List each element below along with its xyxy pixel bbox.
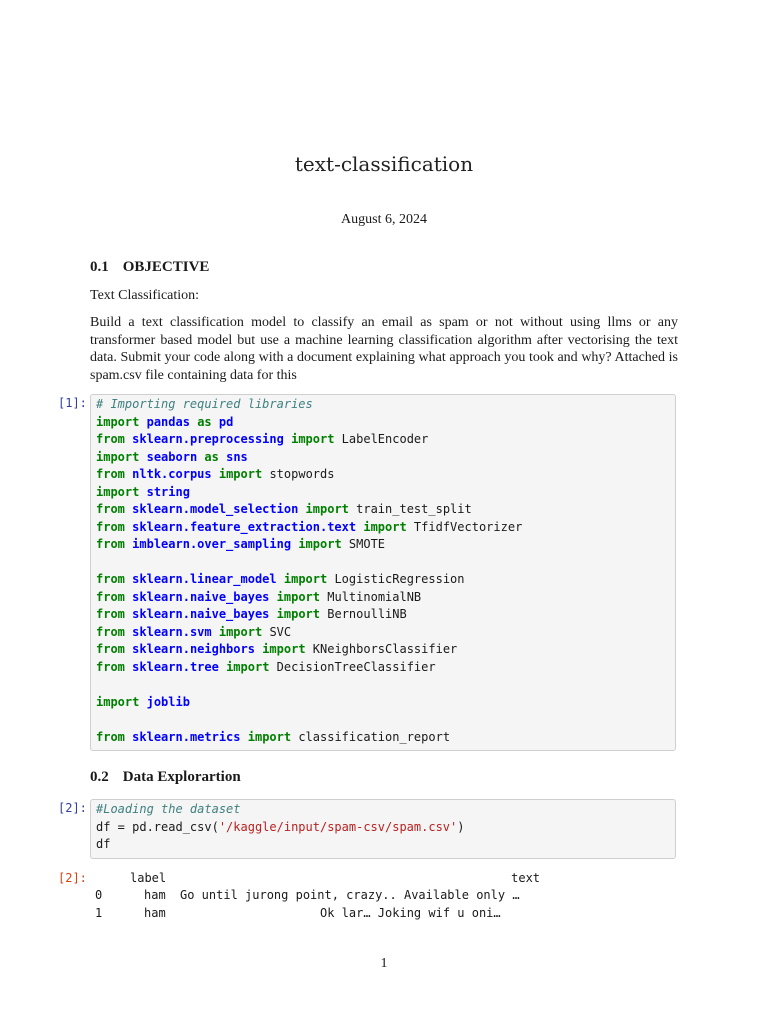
code-token: from xyxy=(96,519,125,534)
code-token: import xyxy=(96,484,140,499)
code-line xyxy=(96,624,675,642)
code-token xyxy=(139,450,146,464)
code-token: import xyxy=(96,694,140,709)
code-line xyxy=(96,801,675,819)
table-row xyxy=(95,905,501,923)
code-token: sklearn.metrics xyxy=(132,729,241,744)
code-line xyxy=(96,711,675,729)
code-token: pd xyxy=(218,414,234,429)
code-line xyxy=(96,396,675,414)
section-heading-data-exploration xyxy=(90,769,241,786)
code-token: import xyxy=(291,432,335,446)
code-token: train_test_split xyxy=(348,502,472,516)
code-token: from xyxy=(96,432,125,446)
code-token: import xyxy=(96,414,140,429)
code-line xyxy=(96,729,675,747)
code-token: LabelEncoder xyxy=(334,432,429,446)
code-token: nltk.corpus xyxy=(132,467,212,481)
code-line xyxy=(96,554,675,572)
code-token: sklearn.naive_bayes xyxy=(132,607,270,621)
code-token xyxy=(219,450,226,464)
code-line xyxy=(96,641,675,659)
code-token: string xyxy=(146,484,190,499)
code-line xyxy=(96,659,675,677)
code-token xyxy=(284,432,291,446)
code-line xyxy=(96,589,675,607)
code-token: sklearn.neighbors xyxy=(132,642,255,656)
code-token: import xyxy=(305,502,349,516)
code-token: BernoulliNB xyxy=(320,607,407,621)
code-token xyxy=(139,485,146,499)
code-token: seaborn xyxy=(146,449,198,464)
code-line xyxy=(96,536,675,554)
code-token: import xyxy=(262,642,306,656)
code-line xyxy=(96,836,675,854)
code-token: #Loading the dataset xyxy=(96,802,241,816)
code-token: classification_report xyxy=(291,729,451,744)
code-token: ) xyxy=(457,819,465,834)
code-token: sklearn.model_selection xyxy=(132,502,299,516)
code-token: sklearn.tree xyxy=(132,659,219,674)
code-token xyxy=(212,415,219,429)
code-token: # Importing required libraries xyxy=(96,397,313,411)
code-token xyxy=(219,660,226,674)
code-token xyxy=(298,502,305,516)
code-token: from xyxy=(96,659,125,674)
row-label: ham xyxy=(144,888,166,902)
code-token: stopwords xyxy=(262,467,335,481)
code-token: TfidfVectorizer xyxy=(406,519,523,534)
code-token: import xyxy=(276,607,321,621)
code-line xyxy=(96,694,675,712)
code-token: sklearn.preprocessing xyxy=(132,432,284,446)
code-token xyxy=(269,607,276,621)
code-line xyxy=(96,466,675,484)
code-token: from xyxy=(96,467,125,481)
section-heading-objective xyxy=(90,259,209,276)
code-token: sns xyxy=(226,449,248,464)
code-cell-1[interactable] xyxy=(90,394,676,751)
code-token: LogisticRegression xyxy=(327,572,465,586)
code-token: df xyxy=(96,837,111,851)
code-token: as xyxy=(204,449,219,464)
code-token: from xyxy=(96,729,125,744)
code-token: import xyxy=(247,729,292,744)
table-row xyxy=(95,887,520,905)
code-token: imblearn.over_sampling xyxy=(132,537,292,551)
code-cell-2[interactable] xyxy=(90,799,676,859)
code-token: DecisionTreeClassifier xyxy=(269,659,436,674)
code-token: sklearn.svm xyxy=(132,624,212,639)
code-token xyxy=(139,695,146,709)
code-token: from xyxy=(96,572,125,586)
code-token: from xyxy=(96,537,125,551)
code-line xyxy=(96,676,675,694)
code-token: sklearn.linear_model xyxy=(132,572,277,586)
page-title: text-classification xyxy=(294,152,474,176)
code-line xyxy=(96,606,675,624)
code-token: from xyxy=(96,642,125,656)
page-date: August 6, 2024 xyxy=(341,212,427,227)
objective-intro: Text Classification: xyxy=(90,288,200,303)
code-token: import xyxy=(276,589,321,604)
code-token: from xyxy=(96,624,125,639)
section-title: OBJECTIVE xyxy=(122,259,210,275)
code-token: from xyxy=(96,502,125,516)
code-token: SMOTE xyxy=(341,537,386,551)
code-token: MultinomialNB xyxy=(320,589,422,604)
code-token: as xyxy=(197,414,212,429)
code-token: SVC xyxy=(262,624,292,639)
code-token: import xyxy=(218,624,263,639)
code-token: KNeighborsClassifier xyxy=(305,642,458,656)
row-index: 1 xyxy=(95,906,103,920)
code-token: from xyxy=(96,589,125,604)
code-token xyxy=(212,467,219,481)
code-token: import xyxy=(226,659,270,674)
code-token xyxy=(139,415,146,429)
code-line xyxy=(96,519,675,537)
page-number: 1 xyxy=(380,956,388,971)
section-number: 0.1 xyxy=(90,259,109,275)
row-text: Go until jurong point, crazy.. Available only … xyxy=(180,888,520,902)
code-line xyxy=(96,501,675,519)
code-line xyxy=(96,571,675,589)
code-token: import xyxy=(283,572,328,586)
code-token xyxy=(277,572,284,586)
row-index: 0 xyxy=(95,888,103,902)
input-prompt-1: [1]: xyxy=(58,396,87,410)
code-token xyxy=(212,625,219,639)
code-token xyxy=(241,730,248,744)
code-line xyxy=(96,484,675,502)
code-token: '/kaggle/input/spam-csv/spam.csv' xyxy=(218,819,458,834)
column-header-text: text xyxy=(511,871,541,885)
column-header-label: label xyxy=(130,871,167,885)
code-line xyxy=(96,414,675,432)
code-token: df = pd.read_csv( xyxy=(96,819,219,834)
objective-body: Build a text classification model to classify an email as spam or not without using llms or any transformer based model but use a machine learning classification algorithm after vectorising the text data. Submit your code along with a document explaining what approach you took and why? Attached is spam.csv file containing data for this xyxy=(90,315,678,383)
code-token: joblib xyxy=(146,694,190,709)
code-token: import xyxy=(298,537,342,551)
code-token: pandas xyxy=(146,414,190,429)
code-line xyxy=(96,431,675,449)
code-token: sklearn.naive_bayes xyxy=(132,589,270,604)
code-token: sklearn.feature_extraction.text xyxy=(132,519,357,534)
code-token: import xyxy=(363,519,407,534)
section-title: Data Explorartion xyxy=(122,769,241,785)
code-token: from xyxy=(96,607,125,621)
row-label: ham xyxy=(144,906,166,920)
code-token: import xyxy=(96,449,140,464)
output-table-header xyxy=(95,870,540,888)
code-line xyxy=(96,449,675,467)
output-prompt-2: [2]: xyxy=(58,871,87,885)
code-line xyxy=(96,819,675,837)
input-prompt-2: [2]: xyxy=(58,801,87,815)
code-token: import xyxy=(218,467,263,481)
row-text: Ok lar… Joking wif u oni… xyxy=(320,906,501,920)
code-token xyxy=(269,590,276,604)
section-number: 0.2 xyxy=(90,769,109,785)
